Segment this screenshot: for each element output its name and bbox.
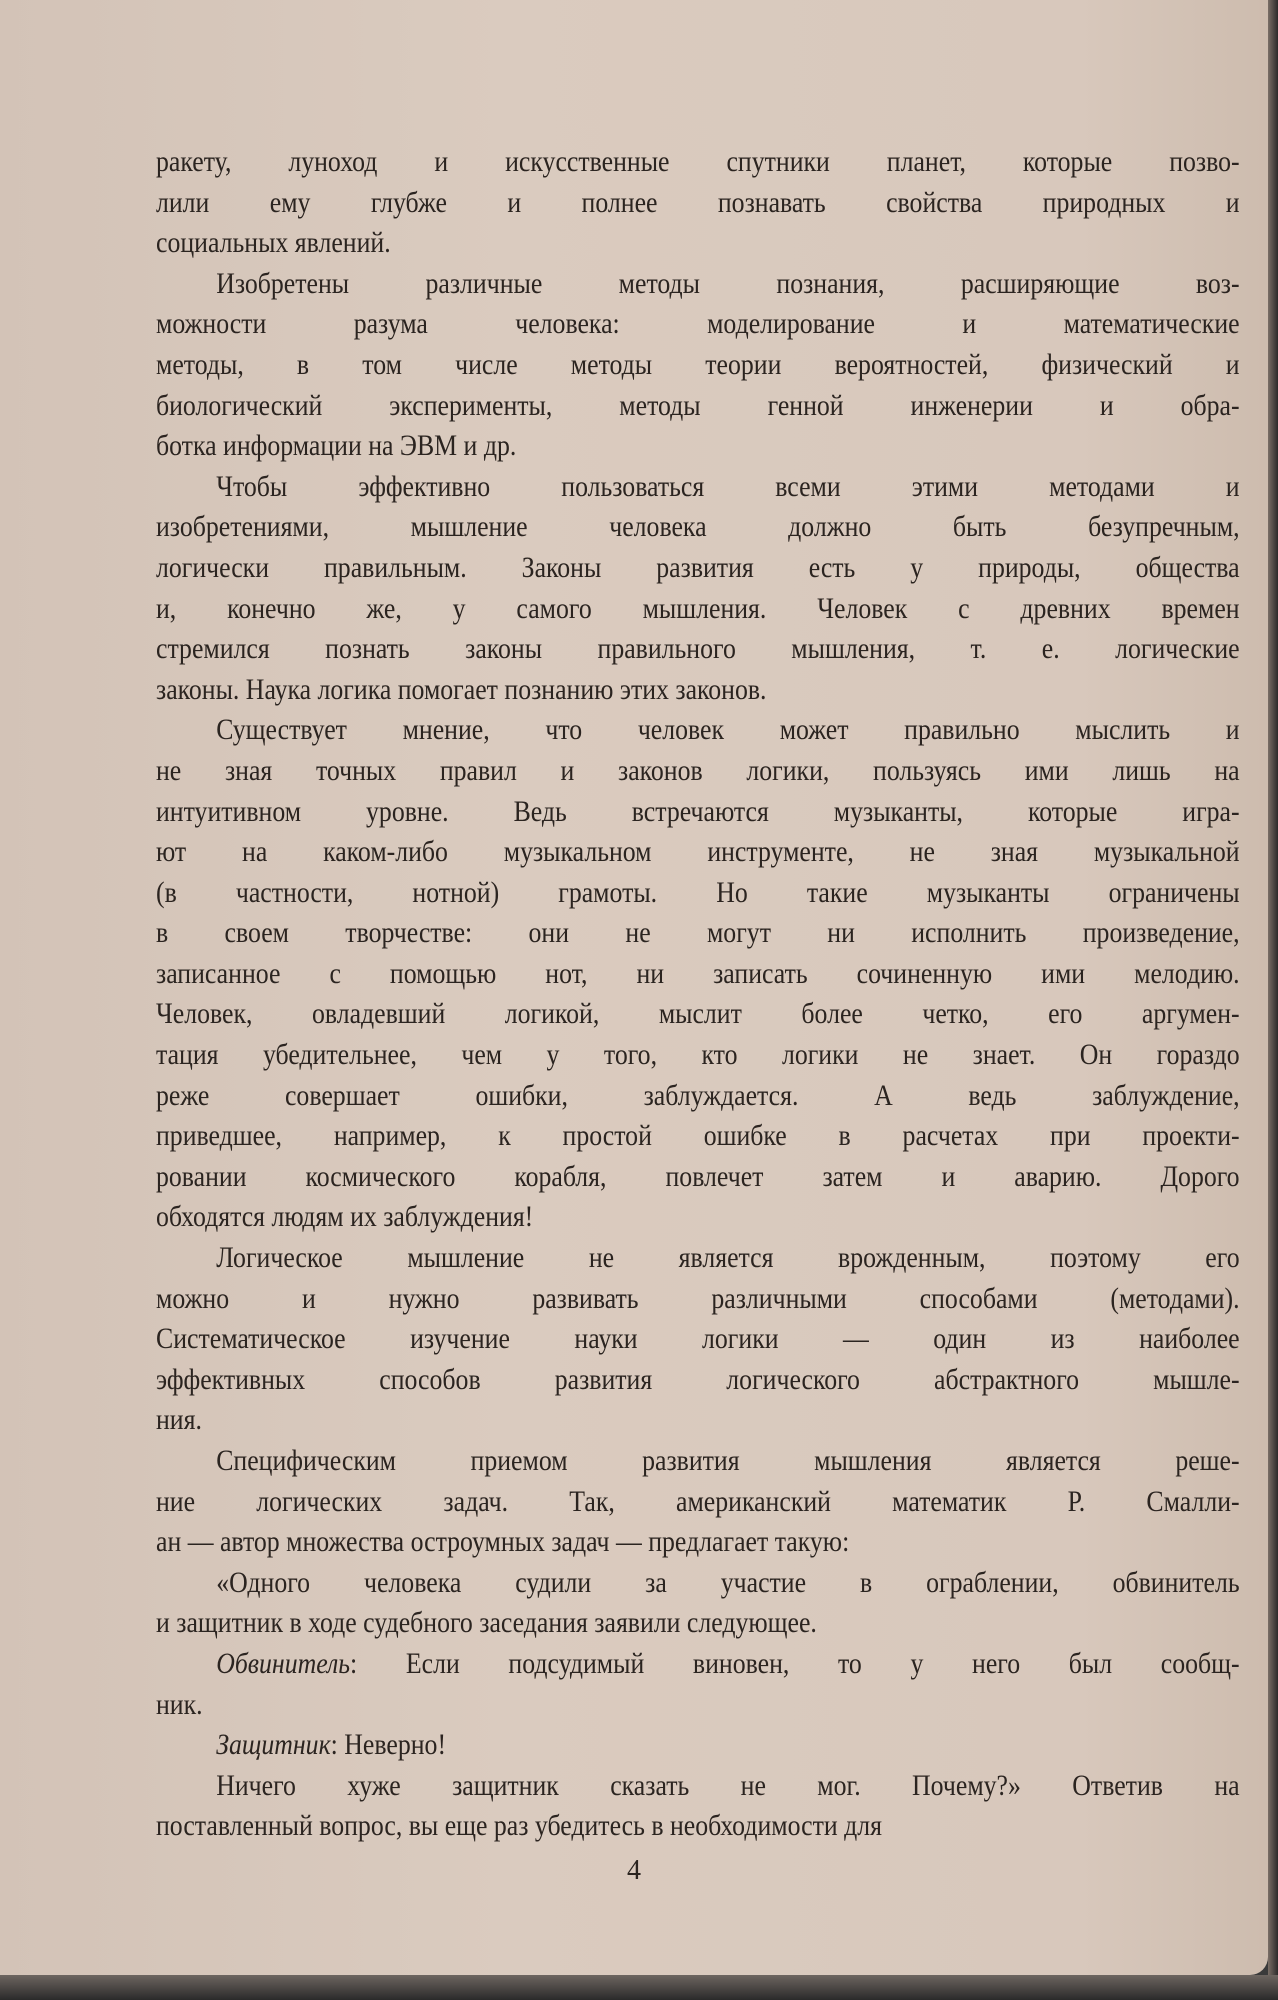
text-line bbox=[156, 1035, 1240, 1076]
speaker-label: Защитник bbox=[216, 1728, 331, 1762]
text-line bbox=[156, 1279, 1240, 1320]
text-line bbox=[156, 954, 1240, 995]
text-line bbox=[156, 548, 1240, 589]
text-line bbox=[156, 345, 1240, 386]
text-line bbox=[156, 994, 1240, 1035]
page-bottom-shadow bbox=[0, 1975, 1278, 2000]
text-line bbox=[156, 751, 1240, 792]
line-text: ан — автор множества остроумных задач — предлагает такую: bbox=[156, 1525, 850, 1559]
line-text: : Если подсудимый виновен, то у него был сообщ- bbox=[350, 1646, 1240, 1680]
text-line bbox=[156, 1644, 1240, 1685]
line-text: логически правильным. Законы развития есть у природы, общества bbox=[156, 550, 1240, 584]
text-line bbox=[156, 913, 1240, 954]
line-text: и защитник в ходе судебного заседания заявили следующее. bbox=[156, 1606, 817, 1640]
line-text: приведшее, например, к простой ошибке в расчетах при проекти- bbox=[156, 1119, 1240, 1153]
line-text: «Одного человека судили за участие в ограблении, обвинитель bbox=[216, 1565, 1240, 1599]
line-text: записанное с помощью нот, ни записать сочиненную ими мелодию. bbox=[156, 956, 1240, 990]
body-text bbox=[156, 142, 1240, 1847]
line-text: можности разума человека: моделирование и математические bbox=[156, 307, 1240, 341]
text-line bbox=[156, 1116, 1240, 1157]
paragraph bbox=[156, 142, 1240, 264]
line-text: эффективных способов развития логического абстрактного мышле- bbox=[156, 1362, 1240, 1396]
text-line bbox=[156, 223, 1240, 264]
text-line bbox=[156, 264, 1240, 305]
line-text: Ничего хуже защитник сказать не мог. Почему?» Ответив на bbox=[216, 1768, 1240, 1802]
line-text: методы, в том числе методы теории вероятностей, физический и bbox=[156, 347, 1240, 381]
text-line bbox=[156, 1076, 1240, 1117]
text-line bbox=[156, 832, 1240, 873]
speaker-label: Обвинитель bbox=[216, 1646, 351, 1680]
text-line bbox=[156, 1603, 1240, 1644]
page-edge-shadow bbox=[1268, 0, 1278, 2000]
line-text: ник. bbox=[156, 1687, 203, 1721]
line-text: : Неверно! bbox=[330, 1728, 447, 1762]
text-line bbox=[156, 1238, 1240, 1279]
text-line bbox=[156, 873, 1240, 914]
text-line bbox=[156, 1766, 1240, 1807]
line-text: Чтобы эффективно пользоваться всеми этими методами и bbox=[216, 469, 1240, 503]
text-line bbox=[156, 386, 1240, 427]
text-line bbox=[156, 1563, 1240, 1604]
line-text: ния. bbox=[156, 1403, 202, 1437]
paragraph bbox=[156, 1441, 1240, 1563]
line-text: тация убедительнее, чем у того, кто логики не знает. Он гораздо bbox=[156, 1038, 1240, 1072]
line-text: Изобретены различные методы познания, расширяющие воз- bbox=[216, 266, 1240, 300]
line-text: в своем творчестве: они не могут ни исполнить произведение, bbox=[156, 916, 1240, 950]
text-line bbox=[156, 1685, 1240, 1726]
line-text: лили ему глубже и полнее познавать свойства природных и bbox=[156, 185, 1240, 219]
line-text: Человек, овладевший логикой, мыслит более четко, его аргумен- bbox=[156, 997, 1240, 1031]
line-text: законы. Наука логика помогает познанию этих законов. bbox=[156, 672, 767, 706]
text-line bbox=[156, 1725, 1240, 1766]
line-text: (в частности, нотной) грамоты. Но такие музыканты ограничены bbox=[156, 875, 1240, 909]
text-line bbox=[156, 1482, 1240, 1523]
line-text: реже совершает ошибки, заблуждается. А ведь заблуждение, bbox=[156, 1078, 1240, 1112]
text-line bbox=[156, 1157, 1240, 1198]
paragraph bbox=[156, 1563, 1240, 1644]
paragraph bbox=[156, 264, 1240, 467]
line-text: поставленный вопрос, вы еще раз убедитесь в необходимости для bbox=[156, 1809, 883, 1843]
text-line bbox=[156, 183, 1240, 224]
line-text: ние логических задач. Так, американский математик Р. Смалли- bbox=[156, 1484, 1240, 1518]
line-text: изобретениями, мышление человека должно быть безупречным, bbox=[156, 510, 1240, 544]
text-line bbox=[156, 1319, 1240, 1360]
line-text: и, конечно же, у самого мышления. Человек с древних времен bbox=[156, 591, 1240, 625]
line-text: биологический эксперименты, методы генной инженерии и обра- bbox=[156, 388, 1240, 422]
line-text: ют на каком-либо музыкальном инструменте, не зная музыкальной bbox=[156, 835, 1240, 869]
line-text: можно и нужно развивать различными способами (методами). bbox=[156, 1281, 1240, 1315]
text-line bbox=[156, 1360, 1240, 1401]
page-number: 4 bbox=[627, 1855, 641, 1886]
text-line bbox=[156, 792, 1240, 833]
text-line bbox=[156, 1400, 1240, 1441]
paragraph bbox=[156, 1644, 1240, 1725]
text-line bbox=[156, 467, 1240, 508]
text-line bbox=[156, 670, 1240, 711]
line-text: обходятся людям их заблуждения! bbox=[156, 1200, 534, 1234]
line-text: Специфическим приемом развития мышления является реше- bbox=[216, 1444, 1240, 1477]
text-line bbox=[156, 142, 1240, 183]
paragraph bbox=[156, 467, 1240, 711]
text-line bbox=[156, 426, 1240, 467]
text-line bbox=[156, 1806, 1240, 1847]
text-line bbox=[156, 710, 1240, 751]
text-line bbox=[156, 1197, 1240, 1238]
line-text: ракету, луноход и искусственные спутники планет, которые позво- bbox=[156, 145, 1240, 178]
paragraph bbox=[156, 1725, 1240, 1766]
text-line bbox=[156, 1441, 1240, 1482]
line-text: Логическое мышление не является врожденным, поэтому его bbox=[216, 1241, 1240, 1275]
text-line bbox=[156, 507, 1240, 548]
line-text: Существует мнение, что человек может правильно мыслить и bbox=[216, 713, 1240, 747]
line-text: стремился познать законы правильного мышления, т. е. логические bbox=[156, 632, 1240, 666]
line-text: ботка информации на ЭВМ и др. bbox=[156, 429, 517, 463]
paragraph bbox=[156, 1238, 1240, 1441]
text-line bbox=[156, 1522, 1240, 1563]
line-text: Систематическое изучение науки логики — один из наиболее bbox=[156, 1322, 1240, 1356]
paragraph bbox=[156, 710, 1240, 1238]
line-text: не зная точных правил и законов логики, пользуясь ими лишь на bbox=[156, 753, 1240, 787]
line-text: интуитивном уровне. Ведь встречаются музыканты, которые игра- bbox=[156, 794, 1240, 828]
text-line bbox=[156, 589, 1240, 630]
line-text: социальных явлений. bbox=[156, 226, 391, 260]
paragraph bbox=[156, 1766, 1240, 1847]
line-text: ровании космического корабля, повлечет затем и аварию. Дорого bbox=[156, 1159, 1240, 1193]
text-line bbox=[156, 629, 1240, 670]
text-line bbox=[156, 304, 1240, 345]
